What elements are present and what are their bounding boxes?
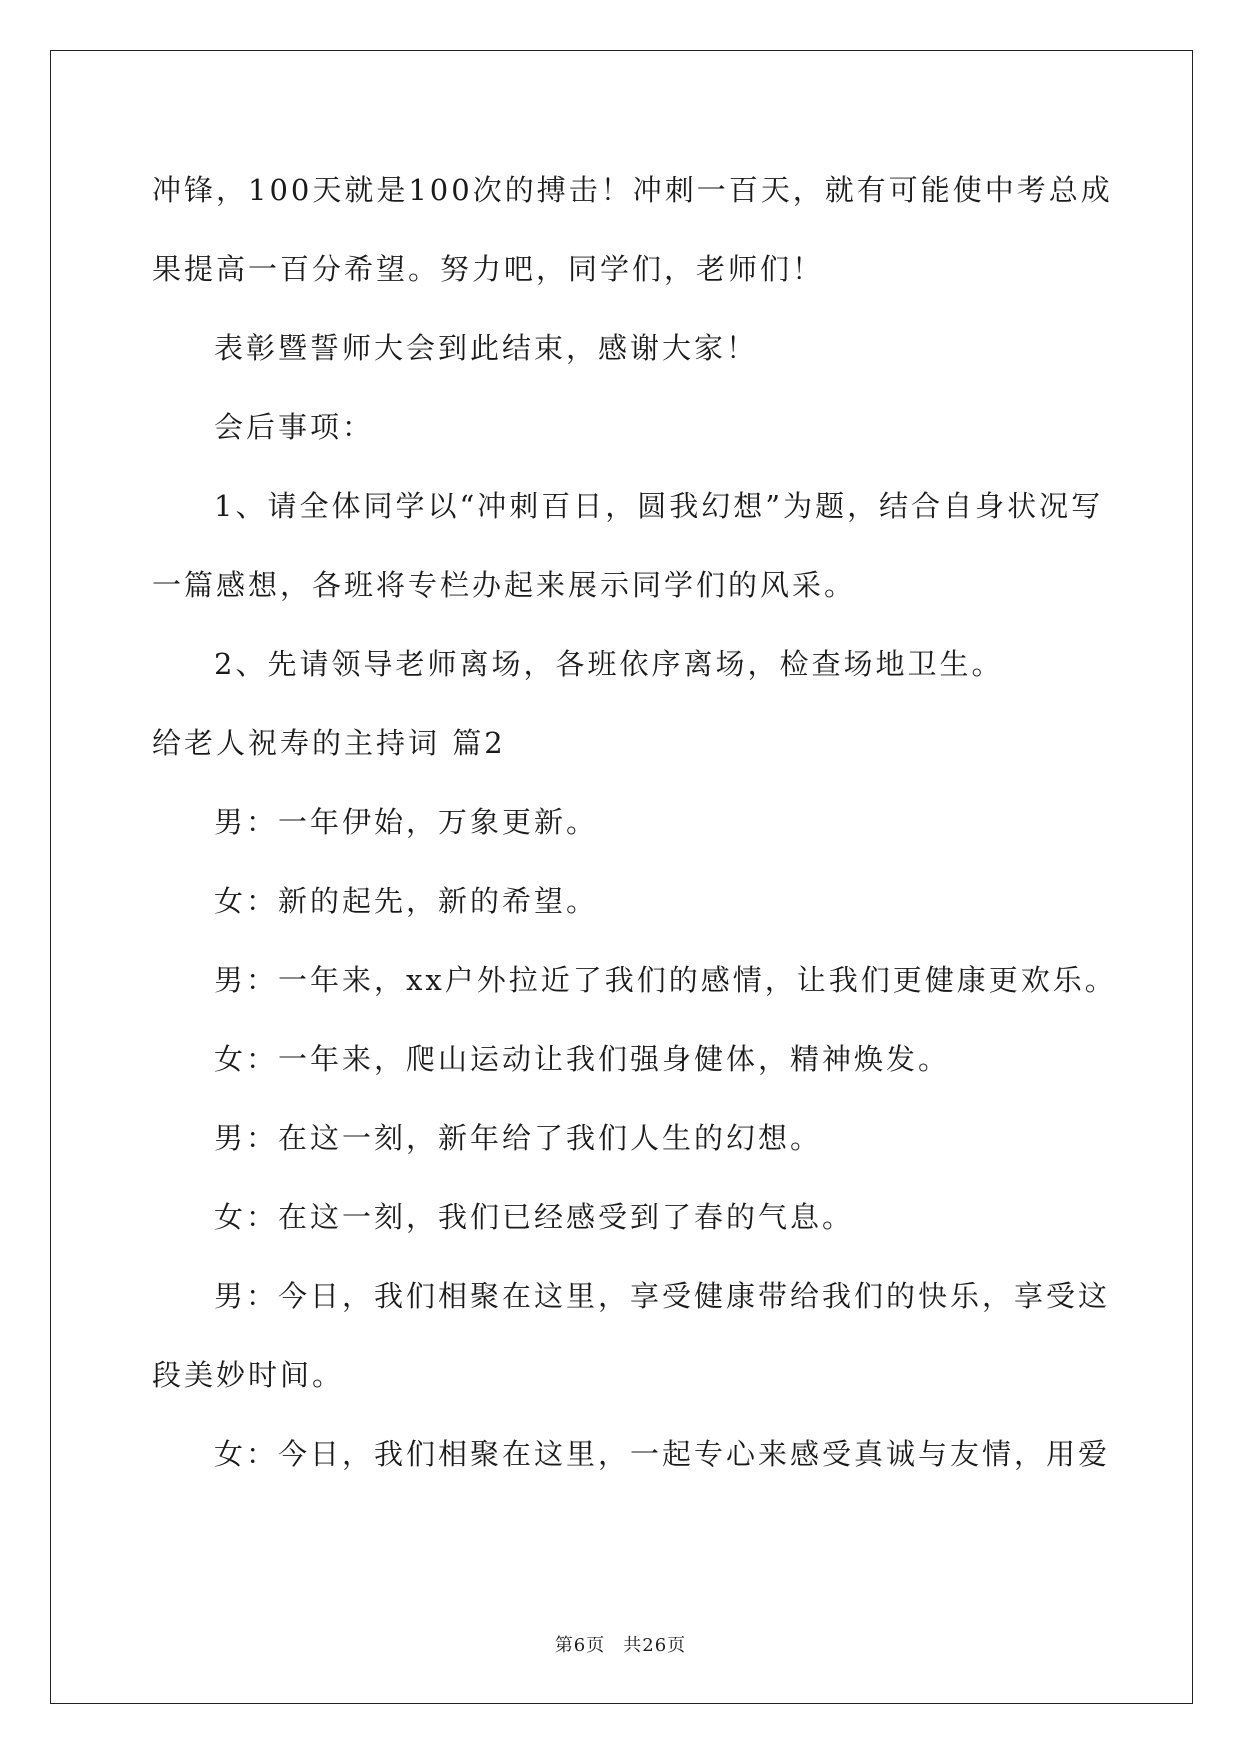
text-line: 女：新的起先，新的希望。	[214, 884, 599, 918]
text-line: 1、请全体同学以“冲刺百日，圆我幻想”为题，结合自身状况写	[214, 489, 1104, 523]
section-heading: 给老人祝寿的主持词 篇2	[152, 726, 506, 760]
page-number: 第6页	[554, 1635, 606, 1656]
text-line: 会后事项：	[214, 410, 375, 444]
text-line: 段美妙时间。	[152, 1358, 345, 1392]
text-line: 果提高一百分希望。努力吧，同学们，老师们！	[152, 252, 825, 286]
text-line: 男：在这一刻，新年给了我们人生的幻想。	[214, 1121, 823, 1155]
text-line: 表彰暨誓师大会到此结束，感谢大家！	[214, 331, 759, 365]
text-line: 男：一年伊始，万象更新。	[214, 805, 599, 839]
text-line: 女：今日，我们相聚在这里，一起专心来感受真诚与友情，用爱	[214, 1437, 1111, 1471]
page-footer	[0, 1634, 1241, 1658]
text-line: 女：一年来，爬山运动让我们强身健体，精神焕发。	[214, 1042, 951, 1076]
text-line: 女：在这一刻，我们已经感受到了春的气息。	[214, 1200, 855, 1234]
text-line: 冲锋，100天就是100次的搏击！冲刺一百天，就有可能使中考总成	[152, 173, 1113, 207]
text-line: 男：一年来，xx户外拉近了我们的感情，让我们更健康更欢乐。	[214, 963, 1117, 997]
text-line: 男：今日，我们相聚在这里，享受健康带给我们的快乐，享受这	[214, 1279, 1111, 1313]
page-total: 共26页	[623, 1635, 687, 1656]
text-line: 2、先请领导老师离场，各班依序离场，检查场地卫生。	[214, 647, 1004, 681]
text-line: 一篇感想，各班将专栏办起来展示同学们的风采。	[152, 568, 857, 602]
